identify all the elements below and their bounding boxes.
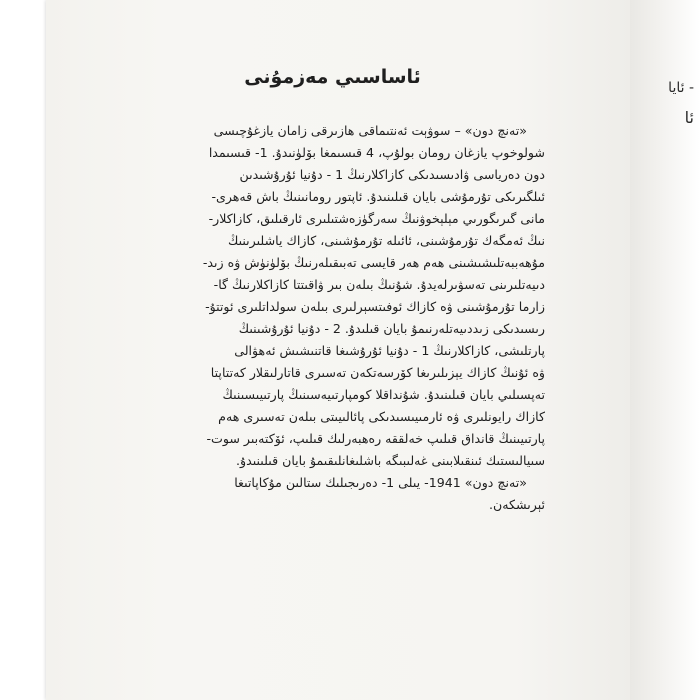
edge-text-fragment-2: ئا	[684, 108, 694, 127]
text-line: ۋە ئۇنىڭ كازاك يېزىلىرىغا كۆرسەتكەن تەسىرى قاتارلىقلار كەتتاپتا	[210, 365, 545, 380]
text-line: زارما تۇرمۇشىنى ۋە كازاك ئوفىتسېرلىرى بىلەن سولداتلىرى ئوتتۇ-	[205, 299, 545, 314]
text-line: دون دەرياسى ۋادىسىدىكى كازاكلارنىڭ 1 - دۇنيا ئۇرۇشىدىن	[239, 167, 545, 182]
text-line: شولوخوپ يازغان رومان بولۇپ، 4 قىسىمغا بۆلۈنىدۇ. 1- قىسىمدا	[208, 145, 545, 160]
text-line: «تەنچ دون» 1941- يىلى 1- دەرىجىلىك ستالىن مۇكاپاتىغا	[234, 475, 527, 490]
text-line: نىڭ ئەمگەك تۇرمۇشىنى، ئائىلە تۇرمۇشىنى، كازاك ياشلىرىنىڭ	[227, 233, 545, 248]
text-line: سىيالىستىك ئىنقىلابىنى غەلىبىگە باشلىغانلىقىمۇ بايان قىلىنىدۇ.	[236, 453, 545, 468]
text-line: «تەنچ دون» – سوۋېت ئەنتىماقى ھازىرقى زامان يازغۇچىسى	[213, 123, 527, 138]
adjacent-page-edge	[630, 0, 700, 700]
text-line: مانى گىرىگورىي مېلېخوۋنىڭ سەرگۈزەشتىلىرى ئارقىلىق، كازاكلار-	[208, 211, 545, 226]
text-line: دىيەتلىرىنى تەسۋىرلەيدۇ. شۇنىڭ بىلەن بىر ۋاقىتتا كازاكلارنىڭ گا-	[213, 277, 545, 292]
text-line: رىسىدىكى زىددىيەتلەرنىمۇ بايان قىلىدۇ. 2 - دۇنيا ئۇرۇشىنىڭ	[238, 321, 545, 336]
text-line: مۇھەببەتلىشىشىنى ھەم ھەر قايسى تەبىقىلەرنىڭ بۆلۈنۈش ۋە زىد-	[202, 255, 545, 270]
text-line: تەپسىلىي بايان قىلىنىدۇ. شۇنداقلا كومپارتىيەسىنىڭ پارتىيىسىنىڭ	[222, 387, 545, 402]
text-line: ئېرىشكەن.	[489, 497, 545, 512]
text-line: كازاك رايونلىرى ۋە ئارمىيىسىدىكى پائالىيىتى بىلەن تەسىرى ھەم	[218, 409, 545, 424]
text-line: ئىلگىرىكى تۇرمۇشى بايان قىلىنىدۇ. ئاپتور رومانىنىڭ باش قەھرى-	[211, 189, 545, 204]
page-heading: ئاساسىي مەزمۇنى	[244, 66, 421, 88]
text-line: پارتىيىنىڭ قانداق قىلىپ خەلققە رەھبەرلىك قىلىپ، ئۆكتەبىر سوت-	[206, 431, 545, 446]
page-content	[120, 60, 545, 516]
edge-text-fragment-1: - ئايا	[668, 80, 694, 96]
body-text	[120, 120, 545, 516]
text-line: پارتلىشى، كازاكلارنىڭ 1 - دۇنيا ئۇرۇشىغا قاتنىشىش ئەھۋالى	[234, 343, 545, 358]
